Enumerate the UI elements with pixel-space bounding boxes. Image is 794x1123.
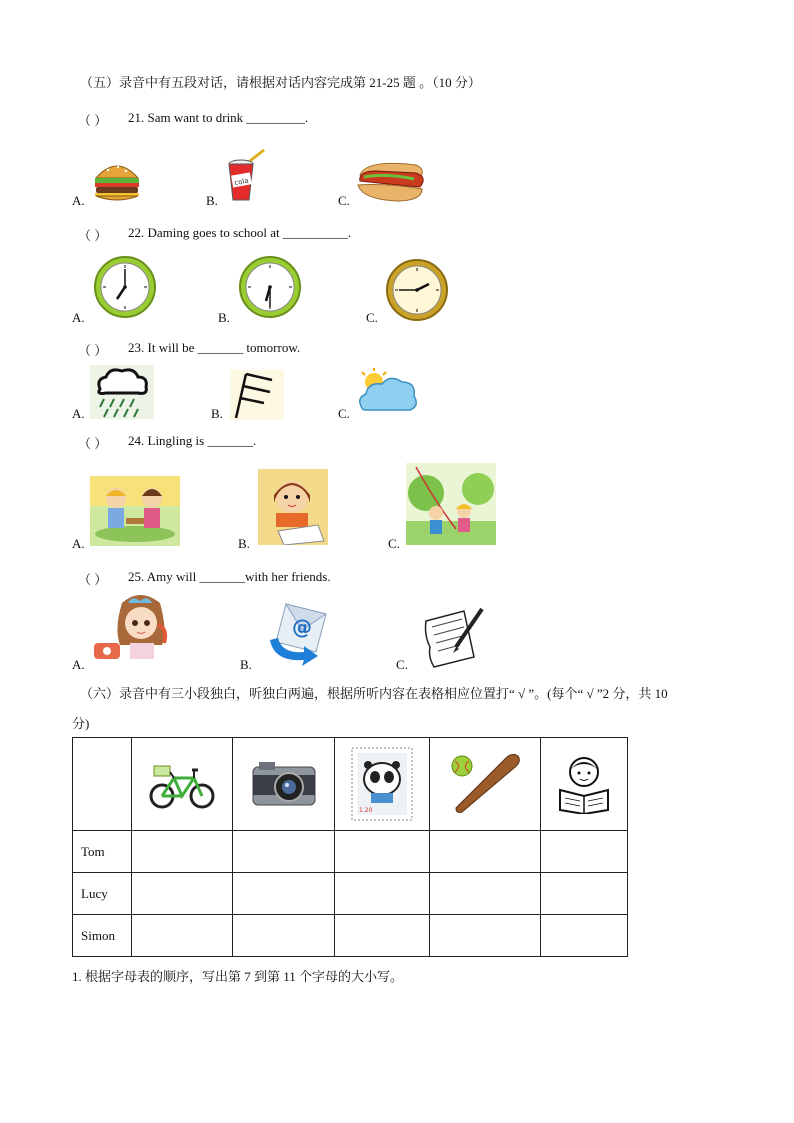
check-cell[interactable] (430, 831, 541, 873)
check-cell[interactable] (335, 831, 430, 873)
header-cell-camera (233, 738, 335, 831)
check-cell[interactable] (233, 831, 335, 873)
section6-heading-line2: 分) (72, 716, 90, 731)
section5-heading: （五）录音中有五段对话，请根据对话内容完成第 21-25 题 。（10 分） (80, 75, 481, 90)
q22-text: 22. Daming goes to school at __________. (128, 225, 352, 240)
q21-option-b[interactable]: B. (206, 193, 218, 208)
clock-icon (238, 255, 302, 319)
check-cell[interactable] (541, 831, 628, 873)
q21-option-a[interactable]: A. (72, 193, 85, 208)
q24-option-c[interactable]: C. (388, 536, 400, 551)
rain-cloud-icon (90, 365, 154, 419)
q24-option-b[interactable]: B. (238, 536, 250, 551)
question1-text: 1. 根据字母表的顺序，写出第 7 到第 11 个字母的大小写。 (72, 969, 404, 984)
q23-bracket[interactable]: （ ） (78, 343, 108, 358)
q25-text: 25. Amy will _______with her friends. (128, 569, 331, 584)
children-eating-picture (90, 476, 180, 546)
cola-cup-icon (224, 148, 270, 204)
q23-option-b[interactable]: B. (211, 406, 223, 421)
check-cell[interactable] (335, 915, 430, 957)
q23-option-a[interactable]: A. (72, 406, 85, 421)
q22-option-b[interactable]: B. (218, 310, 230, 325)
q22-bracket[interactable]: （ ） (78, 228, 108, 243)
svg-text:cola: cola (233, 176, 250, 188)
girl-writing-picture (258, 469, 328, 545)
check-cell[interactable] (233, 873, 335, 915)
hamburger-icon (92, 158, 142, 202)
boy-reading-icon (541, 754, 627, 814)
header-cell-stamp (335, 738, 430, 831)
q24-option-a[interactable]: A. (72, 536, 85, 551)
check-cell[interactable] (132, 915, 233, 957)
header-cell-reading (541, 738, 628, 831)
q24-bracket[interactable]: （ ） (78, 436, 108, 451)
clock-icon (93, 255, 157, 319)
row-name-simon: Simon (73, 915, 132, 957)
listening-table (72, 737, 628, 957)
header-empty-cell (73, 738, 132, 831)
hotdog-icon (356, 155, 426, 205)
q23-option-c[interactable]: C. (338, 406, 350, 421)
q25-option-c[interactable]: C. (396, 657, 408, 672)
row-name-lucy: Lucy (73, 873, 132, 915)
email-icon (264, 600, 330, 668)
header-cell-baseball (430, 738, 541, 831)
header-cell-bicycle (132, 738, 233, 831)
baseball-bat-icon (430, 752, 540, 816)
check-cell[interactable] (541, 915, 628, 957)
letter-pen-icon (420, 607, 484, 669)
q21-bracket[interactable]: （ ） (78, 113, 108, 128)
q21-option-c[interactable]: C. (338, 193, 350, 208)
check-cell[interactable] (132, 873, 233, 915)
clock-icon (385, 258, 449, 322)
girl-telephone-picture (92, 593, 182, 665)
q24-text: 24. Lingling is _______. (128, 433, 257, 448)
row-name-tom: Tom (73, 831, 132, 873)
check-cell[interactable] (430, 873, 541, 915)
check-cell[interactable] (541, 873, 628, 915)
check-cell[interactable] (132, 831, 233, 873)
q22-option-a[interactable]: A. (72, 310, 85, 325)
children-playing-picture (406, 463, 496, 545)
q22-option-c[interactable]: C. (366, 310, 378, 325)
q23-text: 23. It will be _______ tomorrow. (128, 340, 301, 355)
sun-cloud-icon (356, 368, 420, 418)
check-cell[interactable] (335, 873, 430, 915)
svg-text:1.20: 1.20 (359, 807, 373, 814)
check-cell[interactable] (233, 915, 335, 957)
q21-text: 21. Sam want to drink _________. (128, 110, 309, 125)
panda-stamp-icon (335, 747, 429, 821)
wind-flag-icon (230, 370, 284, 420)
bicycle-icon (132, 756, 232, 812)
q25-option-b[interactable]: B. (240, 657, 252, 672)
section6-heading-line1: （六）录音中有三小段独白，听独白两遍，根据所听内容在表格相应位置打“ √ ”。(每个“ √ ”2 分，共 10 (80, 686, 668, 701)
q25-bracket[interactable]: （ ） (78, 572, 108, 587)
q25-option-a[interactable]: A. (72, 657, 85, 672)
svg-text:@: @ (292, 615, 312, 639)
camera-icon (233, 759, 334, 809)
check-cell[interactable] (430, 915, 541, 957)
